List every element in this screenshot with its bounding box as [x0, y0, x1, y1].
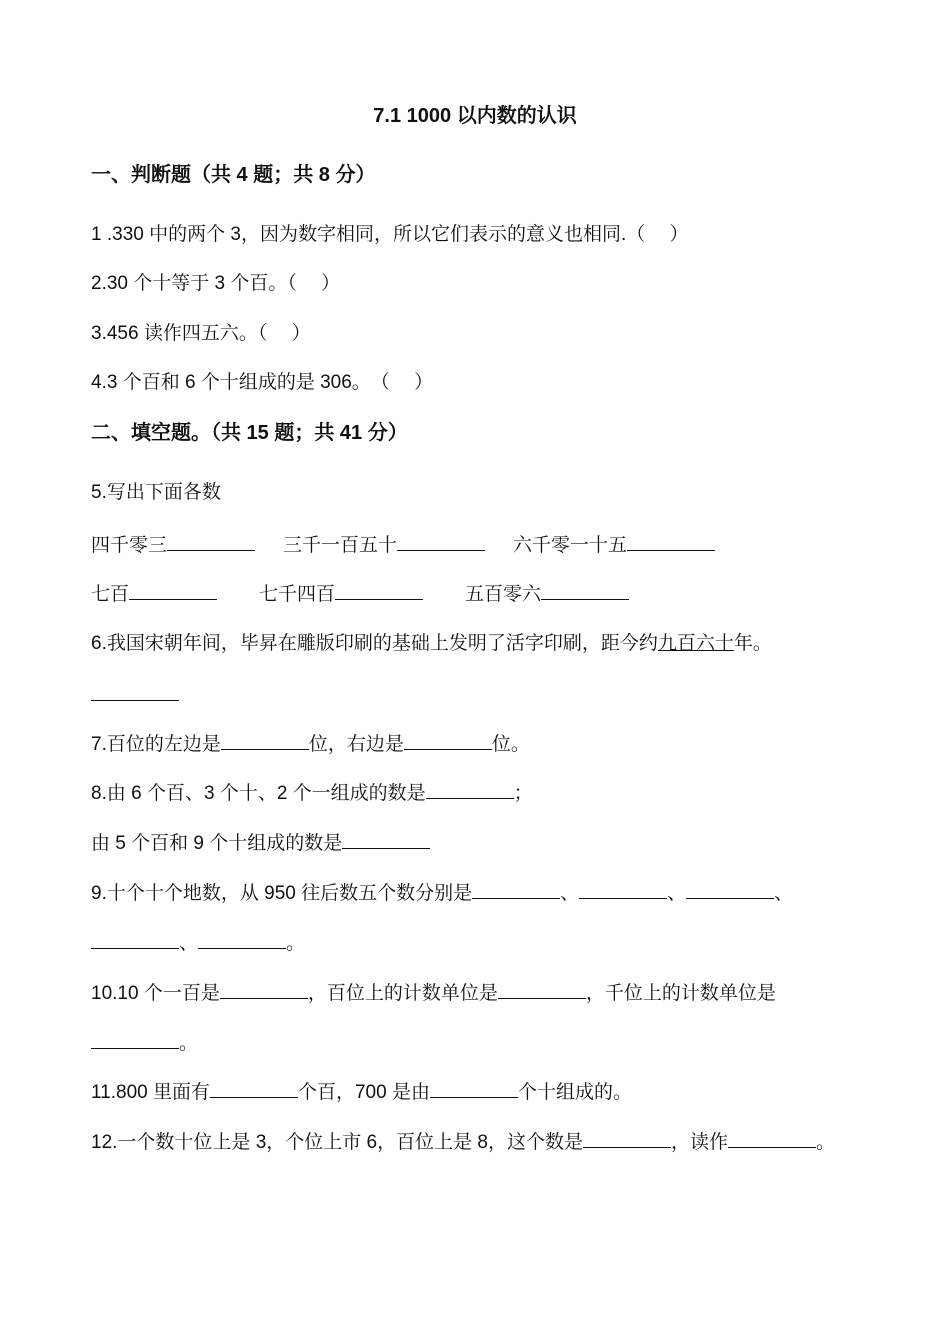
q5-item-6: 五百零六	[465, 584, 542, 605]
question-5-intro: 5.写出下面各数	[91, 482, 221, 503]
question-12	[91, 1129, 835, 1155]
q5-blank-3[interactable]	[627, 532, 715, 551]
q12-blank-2[interactable]	[728, 1129, 816, 1148]
q8-text-2: 由 5 个百和 9 个十组成的数是	[91, 833, 343, 854]
q11-blank-2[interactable]	[430, 1079, 518, 1098]
q7-text-a: 7.百位的左边是	[91, 734, 221, 755]
q10-text-a: 10.10 个一百是	[91, 983, 220, 1004]
question-5-row-1	[91, 532, 715, 558]
q10-end: 。	[179, 1033, 199, 1054]
q9-text: 9.十个十个地数，从 950 往后数五个数分别是	[91, 883, 473, 904]
q10-blank-1[interactable]	[220, 980, 308, 999]
question-9-line-1	[91, 880, 793, 906]
q5-blank-4[interactable]	[129, 581, 217, 600]
q9-sep-2: 、	[667, 883, 687, 904]
q9-sep-1: 、	[560, 883, 580, 904]
q12-text-b: ，读作	[670, 1132, 728, 1153]
q12-blank-1[interactable]	[583, 1129, 671, 1148]
q6-text-before: 6.我国宋朝年间，毕昇在雕版印刷的基础上发明了活字印刷，距今约	[91, 633, 658, 654]
q9-sep-4: 、	[179, 933, 199, 954]
q10-blank-3[interactable]	[91, 1030, 179, 1049]
q8-end-1: ；	[513, 783, 533, 804]
q11-text-c: 个十组成的。	[517, 1082, 632, 1103]
q10-text-b: ，百位上的计数单位是	[307, 983, 498, 1004]
q11-blank-1[interactable]	[210, 1079, 298, 1098]
q10-text-c: ，千位上的计数单位是	[585, 983, 776, 1004]
q5-item-5: 七千四百	[259, 584, 336, 605]
q6-underlined-number: 九百六十	[657, 633, 734, 654]
q9-sep-3: 、	[774, 883, 794, 904]
question-6	[91, 632, 772, 656]
q9-blank-2[interactable]	[579, 880, 667, 899]
question-10-line-2	[91, 1030, 198, 1056]
q9-blank-3[interactable]	[686, 880, 774, 899]
q8-blank-2[interactable]	[342, 830, 430, 849]
q8-text-1: 8.由 6 个百、3 个十、2 个一组成的数是	[91, 783, 426, 804]
q8-blank-1[interactable]	[426, 780, 514, 799]
q10-blank-2[interactable]	[498, 980, 586, 999]
q7-blank-2[interactable]	[404, 731, 492, 750]
q5-blank-6[interactable]	[541, 581, 629, 600]
q5-item-3: 六千零一十五	[513, 535, 628, 556]
question-7	[91, 731, 530, 757]
q5-blank-1[interactable]	[167, 532, 255, 551]
q6-blank[interactable]	[91, 682, 179, 701]
q7-text-b: 位，右边是	[308, 734, 404, 755]
q5-blank-5[interactable]	[335, 581, 423, 600]
section-judgment-heading: 一、判断题（共 4 题；共 8 分）	[91, 164, 376, 186]
q9-end: 。	[286, 933, 306, 954]
question-3: 3.456 读作四五六。（ ）	[91, 323, 311, 344]
question-6-answer-line	[91, 682, 179, 708]
q11-text-b: 个百，700 是由	[297, 1082, 430, 1103]
question-11	[91, 1079, 632, 1105]
question-10-line-1	[91, 980, 776, 1006]
q9-blank-5[interactable]	[198, 930, 286, 949]
q11-text-a: 11.800 里面有	[91, 1082, 210, 1103]
q5-blank-2[interactable]	[397, 532, 485, 551]
question-8-line-2	[91, 830, 430, 856]
question-2: 2.30 个十等于 3 个百。（ ）	[91, 273, 341, 294]
question-5-row-2	[91, 581, 629, 607]
q5-item-2: 三千一百五十	[283, 535, 398, 556]
page-title: 7.1 1000 以内数的认识	[373, 105, 577, 127]
q12-text-a: 12.一个数十位上是 3，个位上市 6，百位上是 8，这个数是	[91, 1132, 583, 1153]
q7-text-c: 位。	[491, 734, 530, 755]
q6-text-after: 年。	[733, 633, 772, 654]
question-8-line-1	[91, 780, 533, 806]
q7-blank-1[interactable]	[221, 731, 309, 750]
q12-text-c: 。	[815, 1132, 835, 1153]
question-9-line-2	[91, 930, 305, 956]
question-4: 4.3 个百和 6 个十组成的是 306。 （ ）	[91, 372, 434, 393]
q9-blank-1[interactable]	[472, 880, 560, 899]
question-1: 1 .330 中的两个 3，因为数字相同，所以它们表示的意义也相同.（ ）	[91, 224, 689, 245]
section-fill-heading: 二、填空题。（共 15 题；共 41 分）	[91, 422, 408, 444]
q5-item-1: 四千零三	[91, 535, 168, 556]
q9-blank-4[interactable]	[91, 930, 179, 949]
q5-item-4: 七百	[91, 584, 130, 605]
